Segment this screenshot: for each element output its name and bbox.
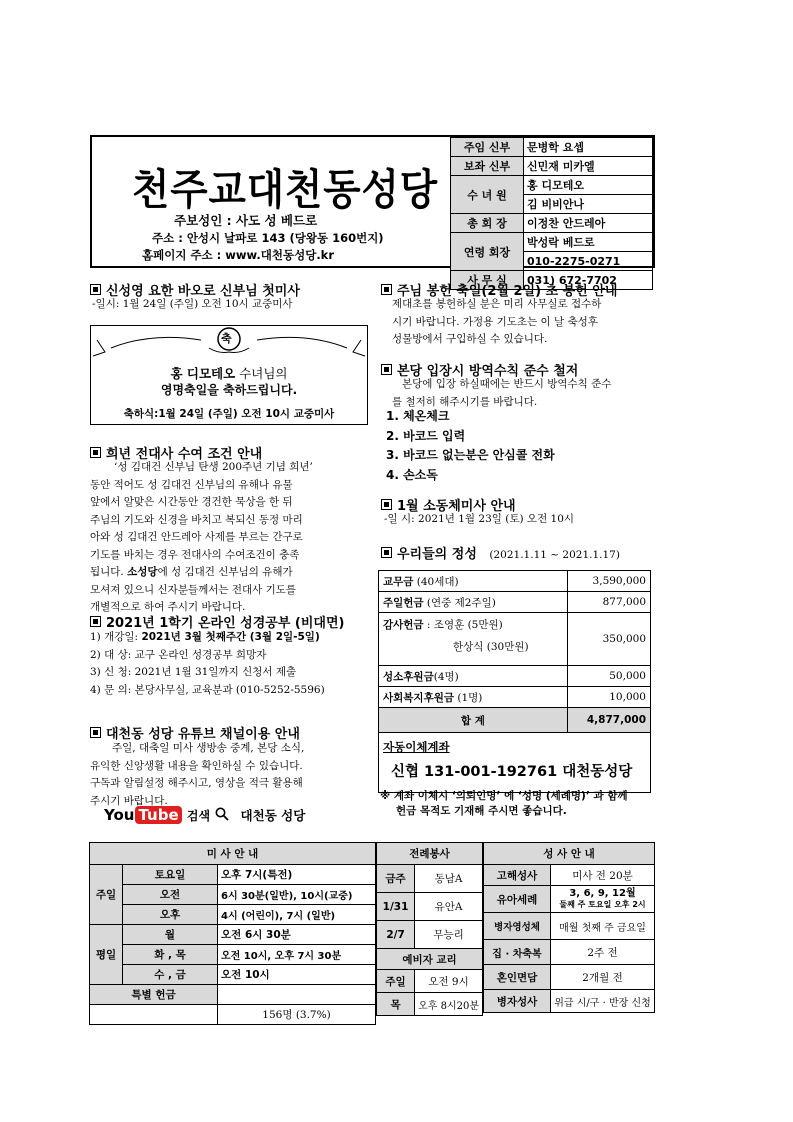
offering-label bbox=[379, 687, 568, 708]
text-fragment: 에 성 김대건 신부님의 유해가 bbox=[157, 566, 293, 578]
service-group: 무능리 bbox=[415, 921, 483, 949]
list-item: 4. 손소독 bbox=[386, 467, 438, 482]
staff-role: 주임 신부 bbox=[451, 138, 524, 157]
text-line: 동안 적어도 성 김대건 신부님의 유해나 유물 bbox=[90, 478, 293, 491]
celebrate-badge: 축 bbox=[221, 332, 232, 345]
congrats-line-1 bbox=[91, 364, 367, 382]
table-row bbox=[379, 592, 651, 613]
table-row bbox=[484, 886, 655, 913]
congratulation-box bbox=[90, 325, 368, 425]
note-line: ※ 계좌 이체시 ‘의뢰인명’ 에 ‘성명 (세례명)’ 과 함께 bbox=[380, 790, 628, 802]
table-row bbox=[377, 970, 483, 993]
staff-row bbox=[451, 233, 653, 252]
staff-row bbox=[451, 157, 653, 176]
staff-table bbox=[450, 137, 653, 290]
special-offering-label: 특별 헌금 bbox=[90, 985, 218, 1005]
value-line: 3, 6, 9, 12월 bbox=[569, 888, 636, 899]
item-label: 2) 대 상: bbox=[90, 648, 132, 661]
special-offering-empty bbox=[90, 1005, 218, 1025]
list-item: 2. 바코드 입력 bbox=[386, 428, 466, 443]
sister-name: 홍 디모테오 bbox=[170, 366, 236, 381]
catechism-day: 주일 bbox=[377, 970, 415, 993]
list-item bbox=[90, 629, 325, 647]
mass-time: 오전 10시, 오후 7시 30분 bbox=[218, 945, 376, 965]
square-bullet-icon bbox=[90, 616, 101, 627]
list-item bbox=[90, 664, 325, 682]
square-bullet-icon bbox=[381, 284, 392, 295]
service-group: 유안A bbox=[415, 893, 483, 921]
table-title: 미 사 안 내 bbox=[90, 843, 376, 865]
staff-name: 010-2275-0271 bbox=[524, 252, 653, 271]
text-line: 개별적으로 하여 주시기 바랍니다. bbox=[90, 601, 246, 613]
staff-name: 박성락 베드로 bbox=[524, 233, 653, 252]
text-line: 앞에서 알맞은 시간동안 경건한 묵상을 한 뒤 bbox=[90, 496, 293, 508]
channel-name: 대천동 성당 bbox=[240, 808, 306, 823]
mass-time: 오후 7시(특전) bbox=[218, 865, 376, 885]
note-line: 헌금 목적도 기재해 주시면 좋습니다. bbox=[396, 805, 567, 817]
search-label: 검색 bbox=[186, 809, 211, 823]
staff-name: 홍 디모테오 bbox=[524, 176, 653, 195]
offering-period: (2021.1.11 ~ 2021.1.17) bbox=[489, 549, 620, 561]
item-value: 2021년 3월 첫째주간 (3월 2일-5일) bbox=[141, 631, 320, 643]
table-row bbox=[90, 945, 376, 965]
label-text: 성소후원금 bbox=[383, 670, 434, 683]
staff-row bbox=[451, 138, 653, 157]
sacrament-value: 2개월 전 bbox=[551, 965, 655, 990]
mass-day: 토요일 bbox=[123, 865, 218, 885]
transfer-note bbox=[380, 789, 628, 819]
section-offering-heading bbox=[381, 543, 620, 565]
service-date: 금주 bbox=[377, 865, 415, 893]
bank-account: 신협 131-001-192761 대천동성당 bbox=[391, 764, 633, 780]
table-row bbox=[377, 843, 483, 865]
section-title: 희년 전대사 수여 조건 안내 bbox=[106, 447, 263, 462]
table-row bbox=[90, 925, 376, 945]
quarantine-list bbox=[386, 407, 555, 485]
item-value: 교구 온라인 성경공부 희망자 bbox=[134, 648, 267, 661]
thanks-line-2: 한상식 (30만원) bbox=[453, 641, 529, 653]
item-value: 2021년 1월 31일까지 신청서 제출 bbox=[134, 666, 297, 678]
square-bullet-icon bbox=[90, 447, 101, 458]
homepage-address: 홈페이지 주소 : www.대천동성당.kr bbox=[142, 248, 335, 262]
name-suffix: 수녀님의 bbox=[235, 366, 288, 381]
candle-text bbox=[392, 296, 601, 349]
offering-amount: 877,000 bbox=[567, 592, 650, 613]
sacrament-name: 병자성사 bbox=[484, 990, 551, 1013]
offering-label bbox=[379, 592, 568, 613]
sacrament-name: 고해성사 bbox=[484, 865, 551, 886]
table-title: 전례봉사 bbox=[377, 843, 483, 865]
section-title: 1월 소동체미사 안내 bbox=[397, 499, 516, 514]
section-title: 신성영 요한 바오로 신부님 첫미사 bbox=[106, 284, 300, 299]
quarantine-text bbox=[392, 376, 611, 411]
sacrament-value: 2주 전 bbox=[551, 940, 655, 965]
section-title: 본당 입장시 방역수칙 준수 철저 bbox=[397, 364, 579, 379]
table-title: 예비자 교리 bbox=[377, 949, 483, 970]
catechism-day: 목 bbox=[377, 993, 415, 1016]
sacrament-value: 매월 첫째 주 금요일 bbox=[551, 913, 655, 940]
liturgy-service-table bbox=[376, 842, 483, 1016]
text-fragment: 됩니다. bbox=[90, 566, 124, 578]
label-text: 교무금 bbox=[383, 575, 414, 588]
mass-day: 수 , 금 bbox=[123, 965, 218, 985]
offering-label bbox=[379, 571, 568, 592]
label-text: 감사헌금 bbox=[383, 619, 424, 631]
table-row-total bbox=[379, 708, 651, 733]
offering-label bbox=[379, 666, 568, 687]
table-row bbox=[379, 666, 651, 687]
table-row bbox=[377, 865, 483, 893]
table-row bbox=[379, 613, 651, 666]
table-row bbox=[377, 893, 483, 921]
list-item: 3. 바코드 없는분은 안심콜 전화 bbox=[386, 448, 555, 462]
text-line: 아와 성 김대건 안드레아 사제를 부르는 간구로 bbox=[90, 531, 303, 543]
sacrament-value: 위급 시/구 · 반장 신청 bbox=[551, 990, 655, 1013]
mass-time: 오전 6시 30분 bbox=[218, 925, 376, 945]
small-mass-date: -일 시: 2021년 1월 23일 (토) 오전 10시 bbox=[384, 513, 575, 525]
text-line: 주님의 기도와 신경을 바치고 복되신 동정 마리 bbox=[90, 513, 303, 526]
table-row bbox=[377, 921, 483, 949]
search-icon bbox=[215, 807, 229, 821]
mass-time: 오전 10시 bbox=[218, 965, 376, 985]
table-row bbox=[484, 913, 655, 940]
bible-study-list bbox=[90, 629, 325, 699]
sacrament-name: 혼인면담 bbox=[484, 965, 551, 990]
sacrament-table bbox=[483, 842, 655, 1013]
table-row bbox=[90, 1005, 376, 1025]
sacrament-name: 병자영성체 bbox=[484, 913, 551, 940]
label-detail: (4명) bbox=[433, 670, 459, 683]
square-bullet-icon bbox=[90, 727, 101, 738]
jubilee-text bbox=[90, 459, 313, 617]
sacrament-name: 집 · 차축복 bbox=[484, 940, 551, 965]
staff-row bbox=[451, 214, 653, 233]
label-detail: (1명) bbox=[454, 691, 483, 704]
offering-amount: 3,590,000 bbox=[567, 571, 650, 592]
offering-amount: 50,000 bbox=[567, 666, 650, 687]
text-line: 시기 바랍니다. 가정용 기도초는 이 날 축성후 bbox=[392, 315, 598, 328]
congrats-line-2: 영명축일을 축하드립니다. bbox=[160, 383, 298, 397]
table-row bbox=[484, 990, 655, 1013]
patron-saint: 주보성인 : 사도 성 베드로 bbox=[174, 213, 318, 228]
table-row bbox=[90, 843, 376, 865]
staff-role: 수 녀 원 bbox=[451, 176, 524, 214]
text-line: 제대초를 봉헌하실 분은 미리 사무실로 접수하 bbox=[392, 298, 602, 310]
table-row bbox=[484, 940, 655, 965]
label-detail: (연중 제2주일) bbox=[423, 596, 496, 609]
item-value: 본당사무실, 교육분과 (010-5252-5596) bbox=[134, 683, 325, 696]
section-title: 우리들의 정성 bbox=[397, 547, 477, 562]
mass-day: 오전 bbox=[123, 885, 218, 905]
bold-word: 소성당 bbox=[127, 566, 158, 578]
table-row bbox=[90, 985, 376, 1005]
logo-text: You bbox=[104, 806, 135, 824]
group-label: 주일 bbox=[90, 865, 123, 925]
logo-text: Tube bbox=[135, 806, 181, 824]
table-row bbox=[90, 865, 376, 885]
text-line: 기도를 바치는 경우 전대사의 수여조건이 충족 bbox=[90, 548, 300, 561]
staff-row bbox=[451, 176, 653, 195]
service-date: 2/7 bbox=[377, 921, 415, 949]
section-title: 대천동 성당 유튜브 채널이용 안내 bbox=[106, 727, 300, 742]
text-line: ‘성 김대건 신부님 탄생 200주년 기념 희년’ bbox=[114, 461, 313, 473]
congrats-ceremony: 축하식:1월 24일 (주일) 오전 10시 교중미사 bbox=[123, 408, 335, 420]
transfer-cell bbox=[379, 733, 651, 793]
label-detail: : 조영훈 (5만원) bbox=[426, 619, 503, 631]
thanks-line-1 bbox=[383, 614, 563, 636]
group-label: 평일 bbox=[90, 925, 123, 985]
staff-role: 총 회 장 bbox=[451, 214, 524, 233]
sacrament-name: 유아세례 bbox=[484, 886, 551, 913]
text-line: 유익한 신앙생활 내용을 확인하실 수 있습니다. bbox=[90, 759, 303, 772]
church-address: 주소 : 안성시 날파로 143 (당왕동 160번지) bbox=[152, 231, 384, 245]
label-text: 주일헌금 bbox=[383, 596, 424, 609]
staff-name: 031) 672-7702 bbox=[524, 271, 653, 290]
staff-role: 보좌 신부 bbox=[451, 157, 524, 176]
table-row bbox=[484, 865, 655, 886]
label-detail: (40세대) bbox=[413, 575, 459, 588]
mass-time: 4시 (어린이), 7시 (일반) bbox=[218, 905, 376, 925]
offering-table bbox=[378, 570, 651, 793]
catechism-time: 오후 8시20분 bbox=[415, 993, 483, 1016]
text-line: 모셔져 있으니 신자분들께서는 전대사 기도를 bbox=[90, 583, 297, 596]
square-bullet-icon bbox=[381, 547, 392, 558]
item-label: 3) 신 청: bbox=[90, 666, 132, 678]
square-bullet-icon bbox=[381, 364, 392, 375]
youtube-search-line bbox=[104, 806, 305, 824]
table-row bbox=[379, 687, 651, 708]
label-text: 사회복지후원금 bbox=[383, 691, 455, 704]
mass-day: 월 bbox=[123, 925, 218, 945]
section-title: 2021년 1학기 온라인 성경공부 (비대면) bbox=[106, 616, 345, 631]
transfer-row bbox=[379, 733, 651, 793]
square-bullet-icon bbox=[381, 499, 392, 510]
section-title: 주님 봉헌 축일(2월 2일) 초 봉헌 안내 bbox=[397, 284, 618, 299]
text-line: 주시기 바랍니다. bbox=[90, 794, 168, 807]
catechism-time: 오전 9시 bbox=[415, 970, 483, 993]
mass-schedule-table bbox=[89, 842, 376, 1025]
staff-name: 문병학 요셉 bbox=[524, 138, 653, 157]
staff-role: 연령 회장 bbox=[451, 233, 524, 271]
offering-label bbox=[379, 613, 568, 666]
table-row bbox=[90, 905, 376, 925]
text-line: 성물방에서 구입하실 수 있습니다. bbox=[392, 333, 548, 345]
total-amount: 4,877,000 bbox=[567, 708, 650, 733]
bulletin-header bbox=[90, 135, 655, 287]
first-mass-date: -일시: 1월 24일 (주일) 오전 10시 교중미사 bbox=[92, 298, 293, 310]
table-row bbox=[377, 993, 483, 1016]
total-label: 합 계 bbox=[379, 708, 568, 733]
table-title: 성 사 안 내 bbox=[484, 843, 655, 865]
text-line: 구독과 알림설정 해주시고, 영상을 적극 활용해 bbox=[90, 777, 303, 789]
staff-role: 사 무 실 bbox=[451, 271, 524, 290]
list-item bbox=[90, 682, 325, 700]
youtube-text bbox=[90, 740, 304, 810]
staff-name: 김 비비안나 bbox=[524, 195, 653, 214]
square-bullet-icon bbox=[90, 284, 101, 295]
table-row bbox=[379, 571, 651, 592]
text-line: 본당에 입장 하실때에는 반드시 방역수칙 준수 bbox=[402, 378, 612, 390]
offering-amount: 350,000 bbox=[567, 613, 650, 666]
transfer-title: 자동이체계좌 bbox=[383, 740, 450, 754]
text-line bbox=[90, 564, 313, 582]
offering-amount: 10,000 bbox=[567, 687, 650, 708]
staff-name: 이정찬 안드레아 bbox=[524, 214, 653, 233]
sacrament-value bbox=[551, 886, 655, 913]
table-row bbox=[484, 843, 655, 865]
list-item: 1. 체온체크 bbox=[386, 409, 450, 423]
value-line: 둘째 주 토요일 오후 2시 bbox=[559, 900, 646, 909]
sacrament-value: 미사 전 20분 bbox=[551, 865, 655, 886]
service-group: 동남A bbox=[415, 865, 483, 893]
text-line: 주일, 대축일 미사 생방송 중계, 본당 소식, bbox=[112, 742, 305, 754]
table-row bbox=[484, 965, 655, 990]
church-title: 천주교대천동성당 bbox=[132, 165, 438, 214]
mass-day: 오후 bbox=[123, 905, 218, 925]
staff-name: 신민재 미카엘 bbox=[524, 157, 653, 176]
mass-time: 6시 30분(일반), 10시(교중) bbox=[218, 885, 376, 905]
special-offering-empty bbox=[218, 985, 376, 1005]
table-row bbox=[377, 949, 483, 970]
list-item bbox=[90, 647, 325, 665]
item-label: 1) 개강일: bbox=[90, 631, 139, 643]
text-line: 를 철저히 해주시기를 바랍니다. bbox=[392, 395, 538, 408]
table-row bbox=[90, 965, 376, 985]
service-date: 1/31 bbox=[377, 893, 415, 921]
table-row bbox=[90, 885, 376, 905]
special-offering-value: 156명 (3.7%) bbox=[218, 1005, 376, 1025]
youtube-logo bbox=[104, 806, 182, 824]
mass-day: 화 , 목 bbox=[123, 945, 218, 965]
item-label: 4) 문 의: bbox=[90, 683, 132, 696]
